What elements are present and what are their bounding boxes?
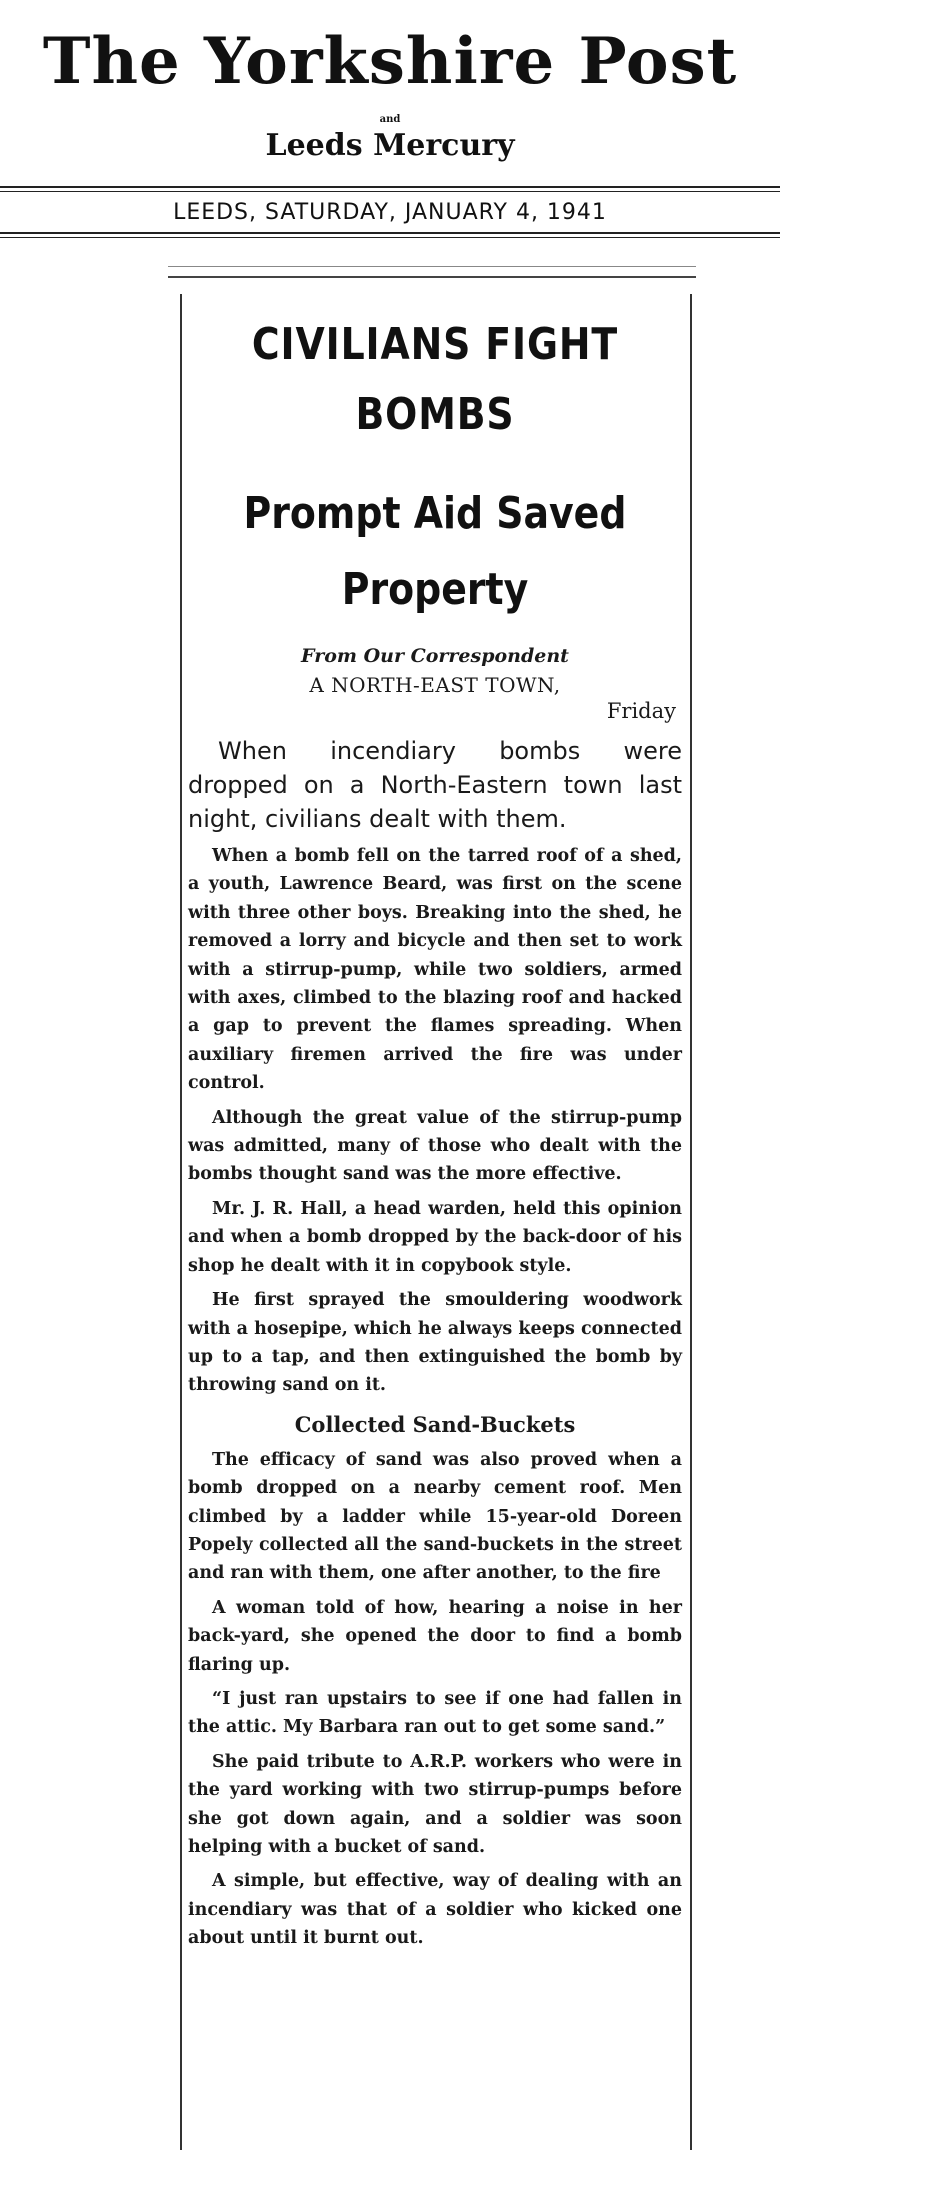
article-headline: CIVILIANS FIGHT BOMBS <box>251 319 619 440</box>
clipping-border-left <box>180 294 182 2150</box>
masthead-rule-top-thin <box>0 191 780 192</box>
article-clipping <box>188 298 682 2200</box>
article-paragraph: The efficacy of sand was also proved when a bomb dropped on a nearby cement roof. Men climbed by a ladder while 15-year-old Doreen Popely collected all the sand-buckets in the street and ran with them, one after another, to the fire <box>188 1449 682 1584</box>
article-subheadline: Prompt Aid Saved Property <box>243 488 627 615</box>
masthead-rule-top <box>0 186 780 188</box>
clipping-border-right <box>690 294 692 2150</box>
masthead-rule-bottom-thin <box>0 237 780 238</box>
article-paragraph: A simple, but effective, way of dealing with an incendiary was that of a soldier who kicked one about until it burnt out. <box>188 1871 682 1949</box>
article-location: A NORTH-EAST TOWN, <box>309 673 561 697</box>
masthead-and: and <box>379 114 401 125</box>
article-paragraph: When a bomb fell on the tarred roof of a shed, a youth, Lawrence Beard, was first on the scene with three other boys. Breaking into the shed, he removed a lorry and bicycle and then set to work with a stirrup-pump, while two soldiers, armed with axes, climbed to the blazing roof and hacked a gap to prevent the flames spreading. When auxiliary firemen arrived the fire was under control. <box>188 846 682 1094</box>
masthead-rule-bottom <box>0 232 780 234</box>
article-paragraph: Mr. J. R. Hall, a head warden, held this opinion and when a bomb dropped by the back-door of his shop he dealt with it in copybook style. <box>188 1198 682 1276</box>
article-paragraph: “I just ran upstairs to see if one had fallen in the attic. My Barbara ran out to get some sand.” <box>188 1688 682 1738</box>
article-paragraph: A woman told of how, hearing a noise in her back-yard, she opened the door to find a bomb flaring up. <box>188 1597 682 1675</box>
clipping-border-top <box>168 266 696 267</box>
article-paragraph: Although the great value of the stirrup-pump was admitted, many of those who dealt with the bombs thought sand was the more effective. <box>188 1107 682 1185</box>
article-lead: When incendiary bombs were dropped on a North-Eastern town last night, civilians dealt with them. <box>188 737 682 833</box>
article-day: Friday <box>606 699 676 723</box>
article-crosshead: Collected Sand-Buckets <box>294 1411 576 1437</box>
article-paragraph: He first sprayed the smouldering woodwork with a hosepipe, which he always keeps connected up to a tap, and then extinguished the bomb by throwing sand on it. <box>188 1290 682 1396</box>
article-byline: From Our Correspondent <box>301 645 569 667</box>
masthead-title: The Yorkshire Post <box>42 24 738 99</box>
dateline: LEEDS, SATURDAY, JANUARY 4, 1941 <box>173 200 607 225</box>
article-paragraph: She paid tribute to A.R.P. workers who were in the yard working with two stirrup-pumps before she got down again, and a soldier was soon helping with a bucket of sand. <box>188 1751 682 1857</box>
masthead-subtitle: Leeds Mercury <box>265 128 515 163</box>
clipping-border-top-heavy <box>168 276 696 278</box>
